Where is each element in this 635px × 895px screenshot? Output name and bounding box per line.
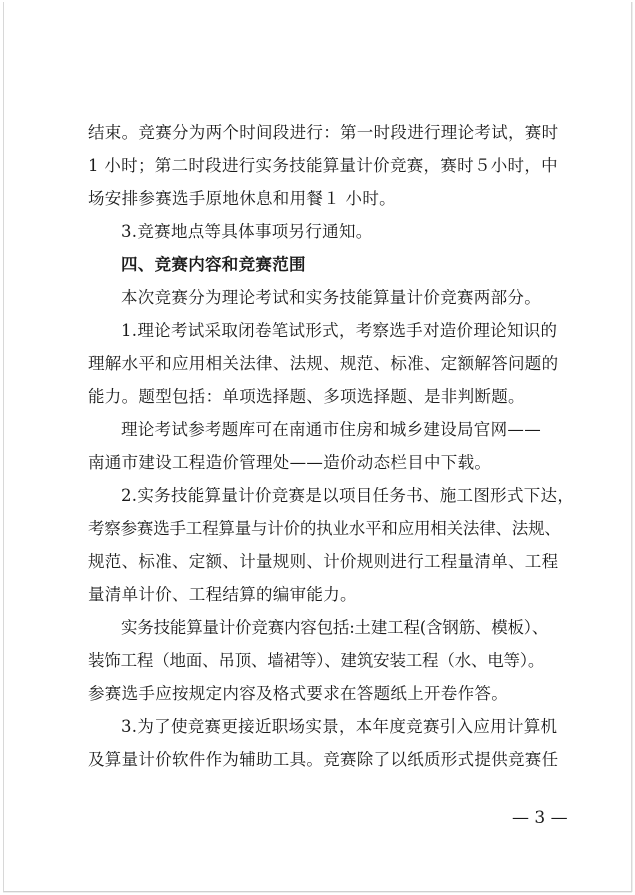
text-line-12: 2.实务技能算量计价竞赛是以项目任务书、施工图形式下达， [121,486,575,505]
document-page [3,2,632,892]
text-line-1: 结束。竞赛分为两个时间段进行：第一时段进行理论考试，赛时 [88,123,559,142]
page-number: — 3 — [512,808,568,828]
text-line-8: 理解水平和应用相关法律、法规、规范、标准、定额解答问题的 [88,354,559,373]
text-line-19: 3.为了使竞赛更接近职场实景，本年度竞赛引入应用计算机 [121,717,558,736]
text-line-3: 场安排参赛选手原地休息和用餐１ 小时。 [88,189,396,208]
text-line-9: 能力。题型包括：单项选择题、多项选择题、是非判断题。 [88,387,525,406]
text-line-16: 实务技能算量计价竞赛内容包括:土建工程(含钢筋、模板）、 [121,618,549,637]
text-line-14: 规范、标准、定额、计量规则、计价规则进行工程量清单、工程 [88,552,559,571]
text-line-11: 南通市建设工程造价管理处——造价动态栏目中下载。 [88,453,492,472]
text-line-7: 1.理论考试采取闭卷笔试形式，考察选手对造价理论知识的 [121,321,558,340]
text-line-2: 1 小时；第二时段进行实务技能算量计价竞赛，赛时５小时，中 [88,156,558,175]
text-line-4: 3.竞赛地点等具体事项另行通知。 [121,222,373,241]
text-line-15: 量清单计价、工程结算的编审能力。 [88,585,357,604]
text-line-13: 考察参赛选手工程算量与计价的执业水平和应用相关法律、法规、 [88,519,561,538]
text-line-20: 及算量计价软件作为辅助工具。竞赛除了以纸质形式提供竞赛任 [88,750,559,769]
section-heading: 四、竞赛内容和竞赛范围 [121,255,306,274]
text-line-18: 参赛选手应按规定内容及格式要求在答题纸上开卷作答。 [88,684,508,703]
text-line-6: 本次竞赛分为理论考试和实务技能算量计价竞赛两部分。 [121,288,541,307]
text-line-17: 装饰工程（地面、吊顶、墙裙等）、建筑安装工程（水、电等）。 [88,651,545,670]
text-line-10: 理论考试参考题库可在南通市住房和城乡建设局官网—— [121,420,541,439]
